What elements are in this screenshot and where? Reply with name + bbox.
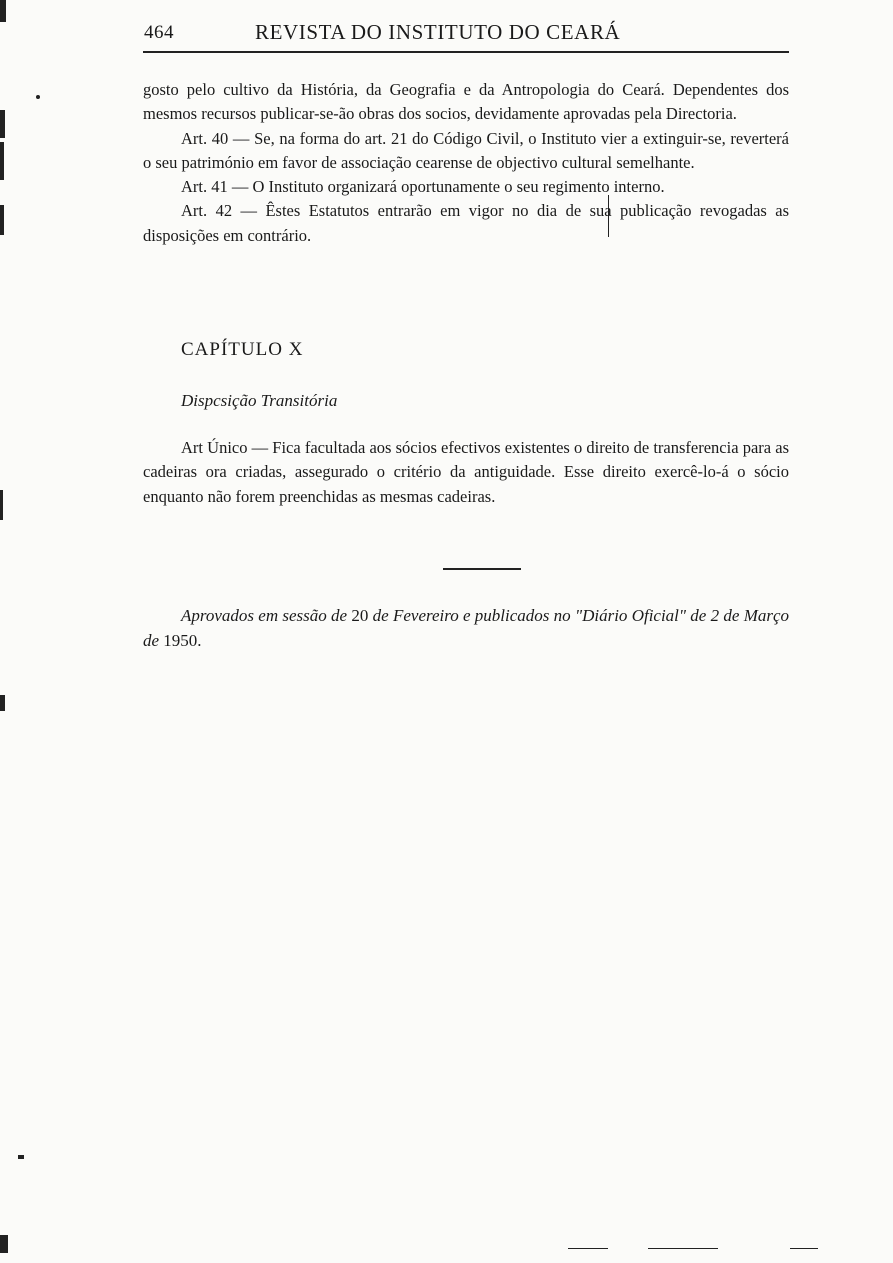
scan-mark [0,1235,8,1253]
running-title: REVISTA DO INSTITUTO DO CEARÁ [255,20,621,44]
page-header [143,18,789,54]
scan-mark [0,0,6,22]
page-number: 464 [144,22,174,43]
scan-mark [648,1248,718,1249]
paragraph-art-41: Art. 41 — O Instituto organizará oportunamente o seu regimento interno. [181,177,665,197]
scan-mark [0,490,3,520]
paragraph-art-42: Art. 42 — Êstes Estatutos entrarão em vigor no dia de sua publicação revogadas as disposições em contrário. [143,201,789,245]
approval-year: 1950. [163,631,202,650]
approval-text-2: de Fevereiro e publicados no "Diário Oficial" de 2 de Março de [143,606,790,650]
scan-mark [568,1248,608,1249]
paragraph-continuation: gosto pelo cultivo da História, da Geografia e da Antropologia do Ceará. Dependentes dos mesmos recursos publicar-se-ão obras dos socios, devidamente aprovadas pela Directoria. [143,80,789,124]
section-separator [443,568,521,570]
scan-mark [0,205,4,235]
body-text [143,78,789,248]
scan-mark [36,95,40,99]
scan-mark [790,1248,818,1249]
approval-text-1: Aprovados em sessão de [181,606,348,625]
chapter-subheading: Dispcsição Transitória [181,391,338,410]
scan-mark [0,110,5,138]
approval-day: 20 [351,606,369,625]
paragraph-art-40: Art. 40 — Se, na forma do art. 21 do Código Civil, o Instituto vier a extinguir-se, reverterá o seu património em favor de associação cearense de objectivo cultural semelhante. [143,128,789,172]
paragraph-art-unico: Art Único — Fica facultada aos sócios efectivos existentes o direito de transferencia para as cadeiras ora criadas, assegurado o critério da antiguidade. Esse direito exercê-lo-á o sócio enquanto não forem preenchidas as mesmas cadeiras. [143,438,789,506]
chapter-heading: CAPÍTULO X [181,339,304,360]
header-rule [143,51,789,53]
scan-mark [0,695,5,711]
approval-note [143,603,789,653]
scan-mark [0,142,4,180]
scan-mark [18,1155,24,1159]
